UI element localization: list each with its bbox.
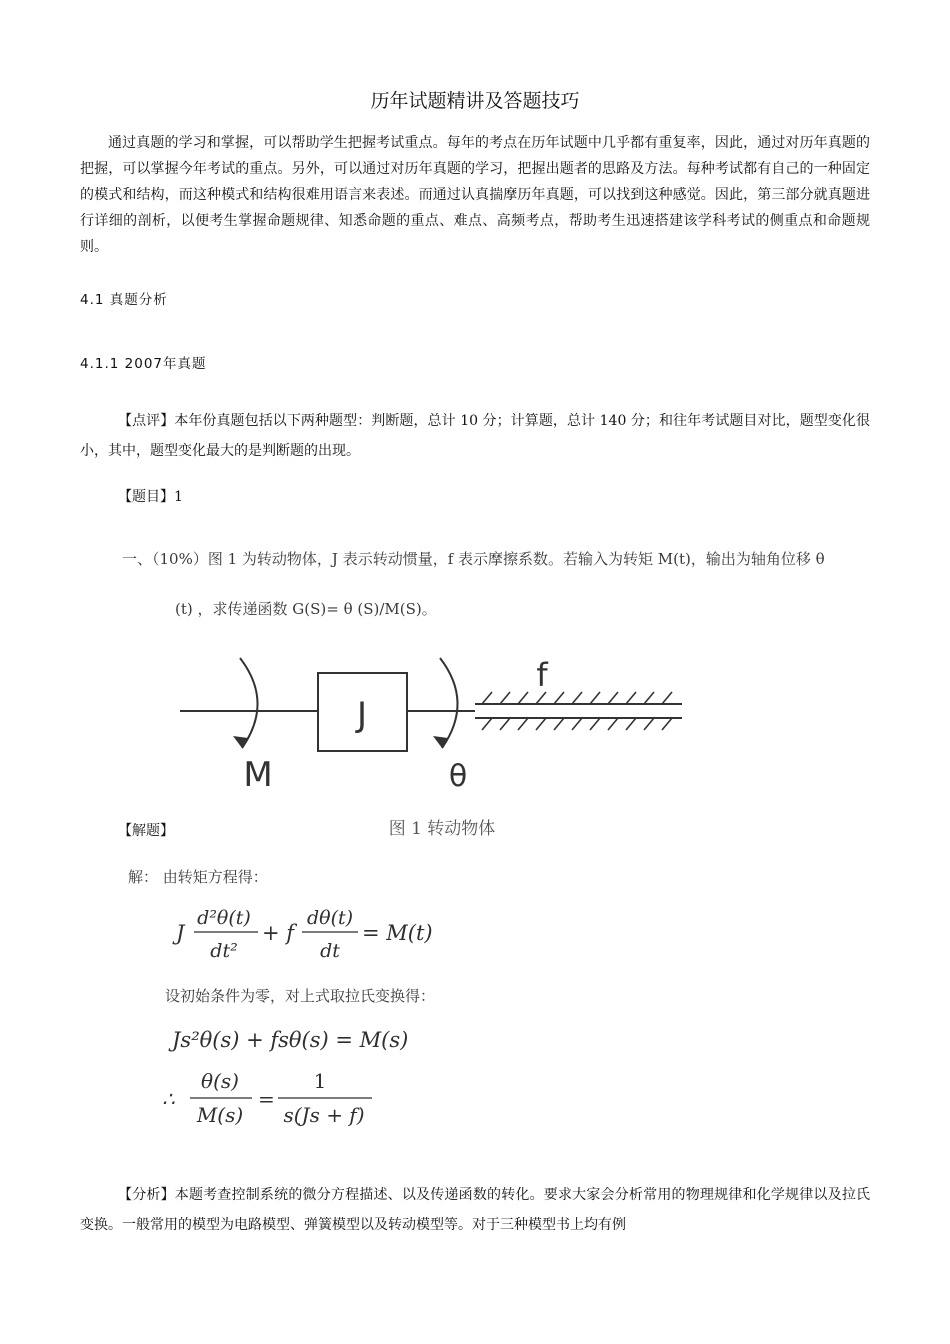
eq3-num: θ(s) <box>201 1069 239 1093</box>
eq3-den: M(s) <box>196 1103 244 1127</box>
equation-2: Js²θ(s) + fsθ(s) = M(s) <box>172 1028 409 1052</box>
laplace-condition-text: 设初始条件为零，对上式取拉氏变换得： <box>165 987 436 1005</box>
eq1-f: + f <box>262 921 295 945</box>
document-title: 历年试题精讲及答题技巧 <box>370 90 580 112</box>
question-label: 【题目】1 <box>118 489 183 505</box>
section-heading-4-1: 4.1 真题分析 <box>80 292 168 308</box>
equation-3 <box>160 1066 400 1136</box>
question-line-2: (t) ，求传递函数 G(S)= θ (S)/M(S)。 <box>175 600 437 618</box>
review-tag: 【点评】 <box>118 413 175 429</box>
eq3-equals: = <box>258 1087 275 1111</box>
analysis-text: 本题考查控制系统的微分方程描述、以及传递函数的转化。要求大家会分析常用的物理规律和化学规律以及拉氏变换。一般常用的模型为电路模型、弹簧模型以及转动模型等。对于三种模型书上均有例 <box>80 1187 871 1233</box>
intro-paragraph: 通过真题的学习和掌握，可以帮助学生把握考试重点。每年的考点在历年试题中几乎都有重复率，因此，通过对历年真题的把握，可以掌握今年考试的重点。另外，可以通过对历年真题的学习，把握出题者的思路及方法。每种考试都有自己的一种固定的模式和结构，而这种模式和结构很难用语言来表述。而通过认真揣摩历年真题，可以找到这种感觉。因此，第三部分就真题进行详细的剖析，以便考生掌握命题规律、知悉命题的重点、难点、高频考点，帮助考生迅速搭建该学科考试的侧重点和命题规则。 <box>80 135 870 255</box>
eq1-rhs: = M(t) <box>362 921 433 945</box>
eq1-den1: dt² <box>210 940 238 962</box>
eq1-num2: dθ(t) <box>306 907 354 929</box>
friction-hatch-bottom <box>482 718 672 730</box>
eq3-rden: s(Js + f) <box>283 1103 365 1127</box>
block-label-j: J <box>356 695 368 735</box>
eq1-num1: d²θ(t) <box>197 907 251 929</box>
torque-arrow <box>240 658 258 748</box>
question-line-1: 一、（10%）图 1 为转动物体，J 表示转动惯量，f 表示摩擦系数。若输入为转矩 M(t)，输出为轴角位移 θ <box>122 550 825 568</box>
equation-1 <box>172 900 452 970</box>
torque-label-m: M <box>243 755 273 795</box>
friction-label-f: f <box>536 656 548 694</box>
eq1-j: J <box>176 921 185 945</box>
eq3-therefore: ∴ <box>162 1087 175 1111</box>
section-heading-4-1-1: 4.1.1 2007年真题 <box>80 356 207 372</box>
eq1-den2: dt <box>320 940 340 962</box>
figure-caption: 图 1 转动物体 <box>388 819 496 839</box>
analysis-paragraph <box>80 1180 870 1240</box>
solution-intro: 解： 由转矩方程得： <box>128 868 268 886</box>
solution-label: 【解题】 <box>118 823 174 839</box>
rotating-body-figure <box>170 650 700 850</box>
eq3-rnum: 1 <box>313 1069 327 1093</box>
friction-hatch-top <box>482 692 672 704</box>
analysis-tag: 【分析】 <box>118 1187 175 1203</box>
angle-label-theta: θ <box>448 759 468 794</box>
review-text: 本年份真题包括以下两种题型：判断题，总计 10 分；计算题，总计 140 分；和往年考试题目对比，题型变化很小，其中，题型变化最大的是判断题的出现。 <box>80 413 870 459</box>
angle-arrow <box>440 658 458 748</box>
review-paragraph <box>80 406 870 466</box>
